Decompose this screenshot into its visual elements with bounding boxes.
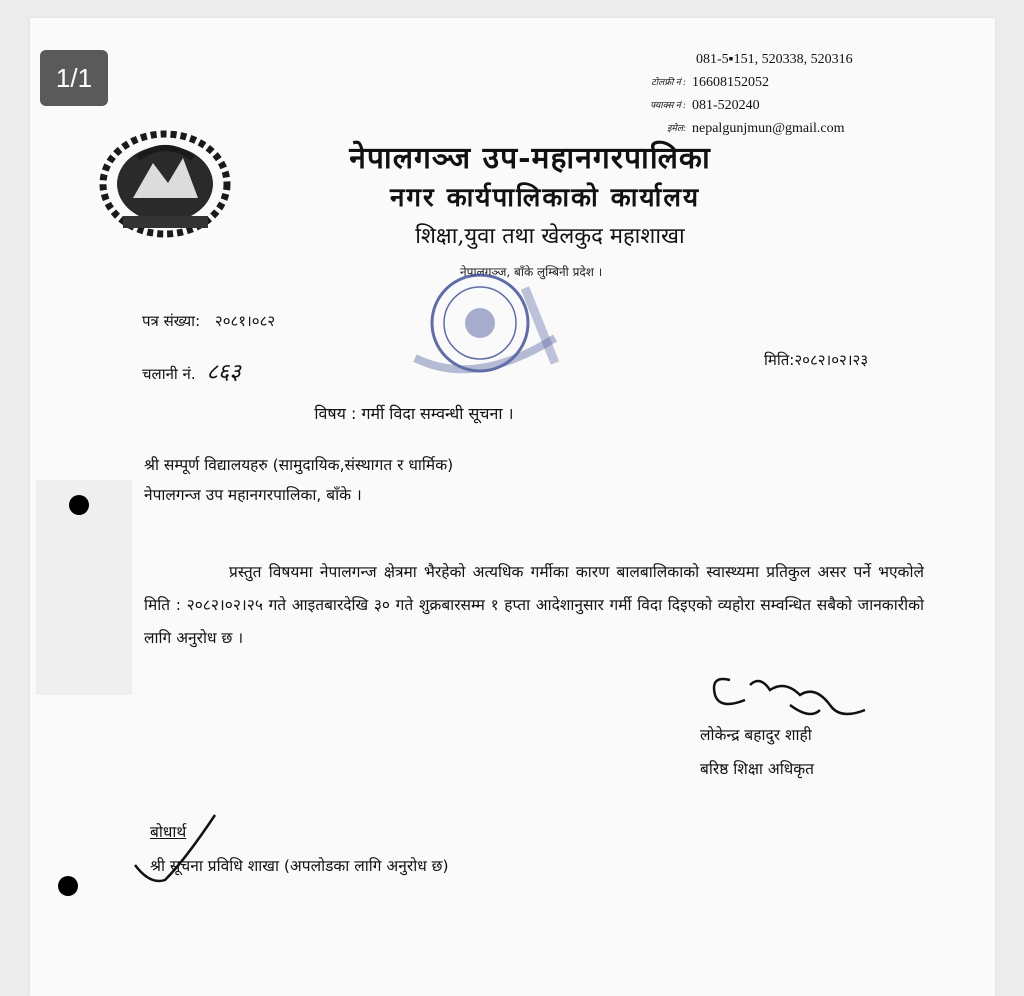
dispatch-number xyxy=(142,356,241,386)
fax-number: 081-520240 xyxy=(692,98,760,113)
signatory xyxy=(700,718,814,786)
tollfree-label: टोलफ्री नं : xyxy=(651,77,686,87)
page-indicator: 1/1 xyxy=(40,50,108,106)
reference-number xyxy=(142,311,275,331)
email-address: nepalgunjmun@gmail.com xyxy=(692,121,845,136)
org-name: नेपालगञ्ज उप-महानगरपालिका xyxy=(349,141,711,176)
signer-title: बरिष्ठ शिक्षा अधिकृत xyxy=(700,760,814,778)
government-emblem-icon xyxy=(98,128,233,238)
contact-block xyxy=(640,48,900,140)
tollfree-number: 16608152052 xyxy=(692,75,769,90)
reference-value: २०८१।०८२ xyxy=(214,312,276,330)
reference-label: पत्र संख्या: xyxy=(142,312,201,330)
addressee-line-2: नेपालगन्ज उप महानगरपालिका, बाँके । xyxy=(144,486,362,504)
copy-to-section xyxy=(150,815,449,883)
office-name: नगर कार्यपालिकाको कार्यालय xyxy=(389,183,701,213)
date-value: २०८२।०२।२३ xyxy=(794,351,869,369)
phone-numbers: 081-5▪151, 520338, 520316 xyxy=(696,52,853,67)
division-name: शिक्षा,युवा तथा खेलकुद महाशाखा xyxy=(415,224,685,249)
fax-label: फ्याक्स नं : xyxy=(650,100,686,110)
dispatch-label: चलानी नं. xyxy=(142,365,196,383)
letter-subject: विषय : गर्मी विदा सम्वन्धी सूचना । xyxy=(314,404,514,423)
copy-to-line: श्री सूचना प्रविधि शाखा (अपलोडका लागि अनुरोध छ) xyxy=(150,857,449,875)
email-label: इमेल: xyxy=(667,123,686,133)
letterhead xyxy=(250,138,810,258)
copy-to-heading: बोधार्थ xyxy=(150,823,187,841)
office-address: नेपालगञ्ज, बाँके लुम्बिनी प्रदेश । xyxy=(460,265,603,279)
dispatch-value: ८६३ xyxy=(206,360,241,385)
punch-hole xyxy=(69,495,89,515)
addressee-line-1: श्री सम्पूर्ण विद्यालयहरु (सामुदायिक,संस्थागत र धार्मिक) xyxy=(144,456,454,474)
letter-date xyxy=(764,350,868,370)
addressee xyxy=(144,450,453,510)
letter-body: प्रस्तुत विषयमा नेपालगन्ज क्षेत्रमा भैरहेको अत्यधिक गर्मीका कारण बालबालिकाको स्वास्थ्यमा प्रतिकुल असर पर्ने भएकोले मिति : २०८२।०२।२५ गते आइतबारदेखि ३० गते शुक्रबारसम्म १ हप्ता आदेशानुसार गर्मी विदा दिइएको व्यहोरा सम्वन्धित सबैको जानकारीको लागि अनुरोध छ । xyxy=(144,563,924,647)
signer-name: लोकेन्द्र बहादुर शाही xyxy=(700,726,812,744)
office-seal-icon xyxy=(405,268,575,398)
punch-hole xyxy=(58,876,78,896)
date-label: मिति: xyxy=(764,351,795,369)
